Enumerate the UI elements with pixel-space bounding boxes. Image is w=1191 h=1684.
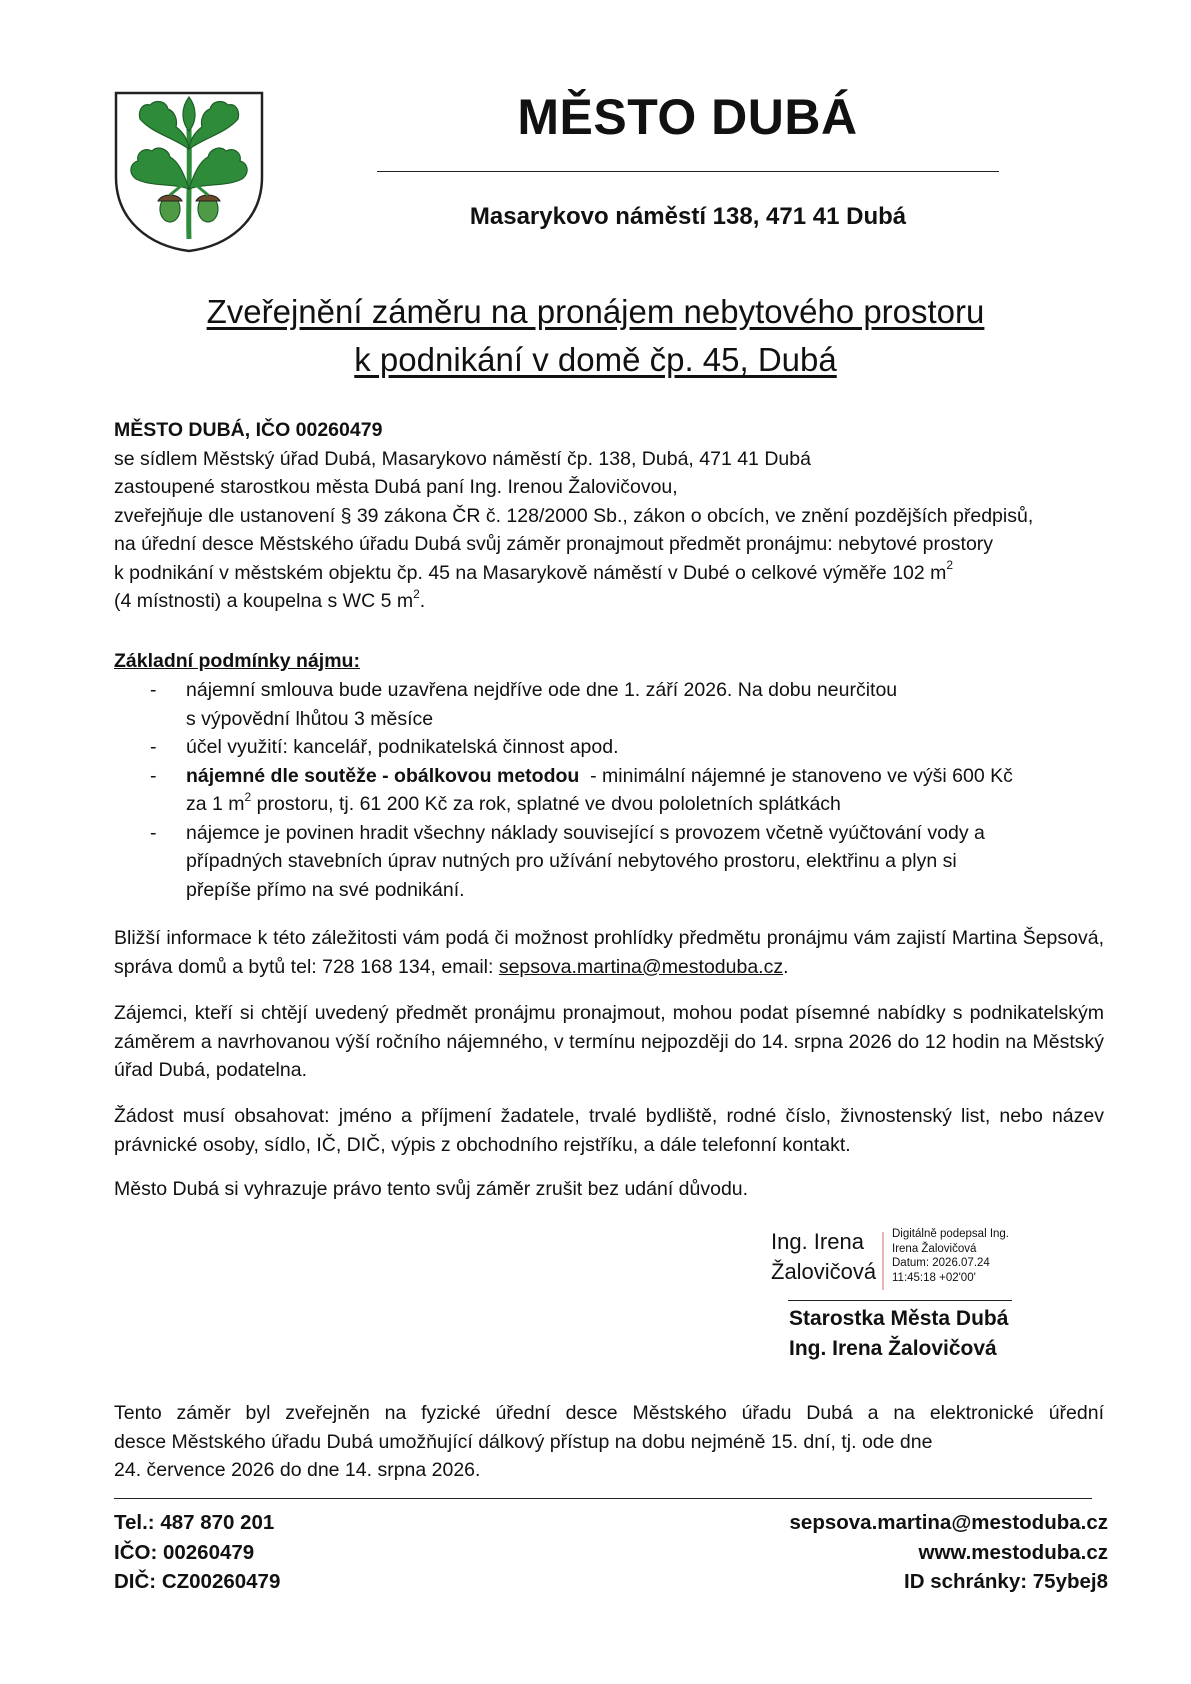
- signature-name: Ing. Irena Žalovičová: [771, 1229, 877, 1284]
- publication-note: Tento záměr byl zveřejněn na fyzické úřední desce Městského úřadu Dubá a na elektronické úřední desce Městského úřadu Dubá umožňující dálkový přístup na dobu nejméně 15. dní, tj. ode dne 24. července 2026 do dne 14. srpna 2026.: [114, 1402, 1104, 1481]
- footer-website[interactable]: www.mestoduba.cz: [918, 1540, 1108, 1564]
- list-item: - nájemní smlouva bude uzavřena nejdříve ode dne 1. září 2026. Na dobu neurčitou s výpovědní lhůtou 3 měsíce: [150, 679, 898, 730]
- intro-org: MĚSTO DUBÁ, IČO 00260479: [114, 419, 383, 441]
- city-crest-logo: [112, 89, 266, 254]
- signature-line: [788, 1300, 1012, 1301]
- list-item: - nájemce je povinen hradit všechny náklady související s provozem včetně vyúčtování vody a případných stavebních úprav nutných pro užívání nebytového prostoru, elektřinu a plyn si přepíše přímo na své podnikání.: [150, 821, 985, 901]
- footer-contacts-right: [700, 1508, 1108, 1597]
- city-address: Masarykovo náměstí 138, 471 41 Dubá: [469, 203, 907, 230]
- document-heading: [100, 288, 1091, 384]
- intro-block: [114, 416, 1104, 616]
- contact-email-link[interactable]: sepsova.martina@mestoduba.cz: [498, 955, 784, 978]
- digital-signature-stamp: Digitálně podepsal Ing. Irena Žalovičová Datum: 2026.07.24 11:45:18 +02'00': [892, 1228, 1009, 1284]
- request-paragraph: Žádost musí obsahovat: jméno a příjmení žadatele, trvalé bydliště, rodné číslo, živnostenský list, nebo název právnické osoby, sídlo, IČ, DIČ, výpis z obchodního rejstříku, a dále telefonní kontakt.: [114, 1105, 1104, 1156]
- conditions-list: [114, 676, 1104, 904]
- heading-line-2: k podnikání v domě čp. 45, Dubá: [354, 341, 837, 378]
- intro-line-6: (4 místnosti) a koupelna s WC 5 $m^2$.: [114, 586, 426, 612]
- title-divider: [377, 171, 999, 172]
- intro-line-2: zastoupené starostkou města Dubá paní Ing. Irenou Žalovičovou,: [114, 476, 678, 498]
- list-item: - nájemné dle soutěže - obálkovou metodou - minimální nájemné je stanoveno ve výši 600 Kč za 1 $m^2$ prostoru, tj. 61 200 Kč za rok, splatné ve dvou pololetních splátkách: [150, 764, 1013, 815]
- city-title: MĚSTO DUBÁ: [517, 89, 858, 145]
- conditions-heading: Základní podmínky nájmu:: [114, 650, 360, 672]
- intro-line-5: k podnikání v městském objektu čp. 45 na Masarykově náměstí v Dubé o celkové výměře 102 $m^2$: [114, 558, 954, 584]
- footer-divider: [114, 1498, 1092, 1499]
- reserve-paragraph: Město Dubá si vyhrazuje právo tento svůj záměr zrušit bez udání důvodu.: [114, 1178, 749, 1200]
- footer-ico: IČO: 00260479: [114, 1540, 255, 1564]
- footer-contacts-left: [114, 1508, 280, 1597]
- footer-databox: ID schránky: 75ybej8: [904, 1570, 1108, 1593]
- heading-line-1: Zveřejnění záměru na pronájem nebytového prostoru: [206, 293, 985, 330]
- offer-paragraph: Zájemci, kteří si chtějí uvedený předmět pronájmu pronajmout, mohou podat písemné nabídky s podnikatelským záměrem a navrhovanou výší ročního nájemného, v termínu nejpozději do 14. srpna 2026 do 12 hodin na Městský úřad Dubá, podatelna.: [114, 1002, 1104, 1081]
- list-item: - účel využití: kancelář, podnikatelská činnost apod.: [150, 736, 619, 758]
- intro-line-4: na úřední desce Městského úřadu Dubá svůj záměr pronajmout předmět pronájmu: nebytové prostory: [114, 533, 994, 555]
- intro-line-3: zveřejňuje dle ustanovení § 39 zákona ČR č. 128/2000 Sb., zákon o obcích, ve znění pozdějších předpisů,: [114, 504, 1034, 527]
- footer-phone: Tel.: 487 870 201: [114, 1511, 275, 1534]
- footer-dic: DIČ: CZ00260479: [114, 1570, 281, 1593]
- info-paragraph: Bližší informace k této záležitosti vám podá či možnost prohlídky předmětu pronájmu vám zajistí Martina Šepsová, správa domů a bytů tel: 728 168 134, email: sepsova.martina@mestoduba.cz.: [114, 927, 1104, 978]
- signatory-role: Starostka Města Dubá Ing. Irena Žalovičová: [789, 1307, 1009, 1360]
- footer-email[interactable]: sepsova.martina@mestoduba.cz: [789, 1511, 1108, 1534]
- intro-line-1: se sídlem Městský úřad Dubá, Masarykovo náměstí čp. 138, Dubá, 471 41 Dubá: [114, 447, 811, 470]
- signature-mark: [882, 1232, 884, 1290]
